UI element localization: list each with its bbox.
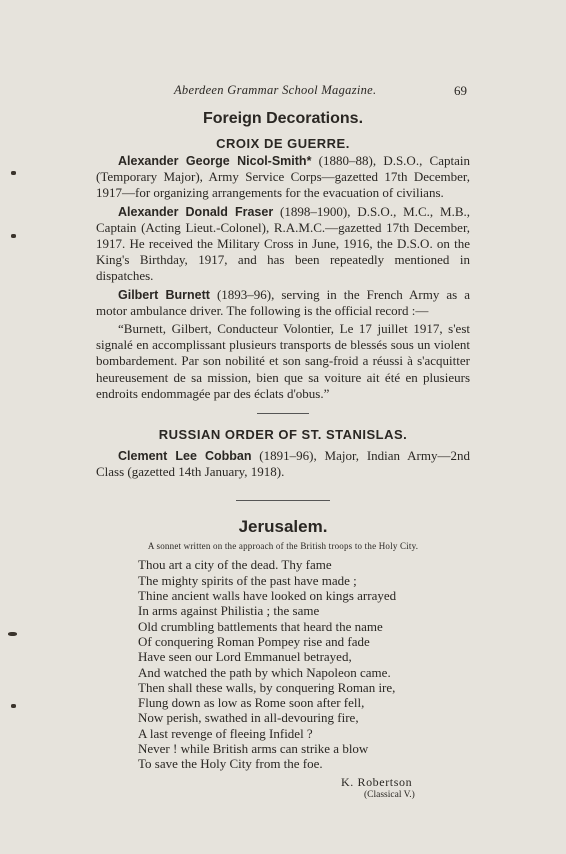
poem-line: Of conquering Roman Pompey rise and fade [138,633,370,649]
entry-text: (1893–96), serving in the French Army as a motor ambulance driver. The following is the official record :— [96,286,470,318]
poem-line: Have seen our Lord Emmanuel betrayed, [138,649,352,665]
subheading-st-stanislas: RUSSIAN ORDER OF ST. STANISLAS. [158,427,408,443]
section-divider [257,413,309,414]
poem-line: And watched the path by which Napoleon came. [138,664,391,680]
poem-line: Thou art a city of the dead. Thy fame [138,557,332,573]
poem-line: To save the Holy City from the foe. [138,756,323,772]
entry-name: Alexander Donald Fraser [118,204,274,219]
poem-line: Old crumbling battlements that heard the name [138,618,383,634]
poem-title: Jerusalem. [238,517,328,537]
poem-line: A last revenge of fleeing Infidel ? [138,725,313,741]
entry-text: (1891–96), Major, Indian Army—2nd Class (gazetted 14th January, 1918). [96,448,470,480]
margin-mark [11,704,16,708]
subheading-croix-de-guerre: CROIX DE GUERRE. [216,136,350,151]
running-head [0,83,566,101]
poem-line: Flung down as low as Rome soon after fell, [138,695,365,711]
margin-mark [8,632,17,636]
entry-cobban [96,448,470,480]
poem-line: Now perish, swathed in all-devouring fire, [138,710,359,726]
official-citation-quote: “Burnett, Gilbert, Conducteur Volontier, Le 17 juillet 1917, s'est signalé en accomplissant plusieurs transports de blessés sous un violent bombardement. Par son nobilité et son sang-froid a réussi à s'acquitter heureusement de sa mission, bien que sa voiture ait été en plusieurs endroits endommagée par des éclats d'obus.” [96,321,470,401]
entry-text: (1880–88), D.S.O., Captain (Temporary Major), Army Service Corps—gazetted 17th December, 1917—for organizing arrangements for the evacuation of civilians. [96,153,470,201]
article-body [96,110,470,800]
section-heading-decorations: Foreign Decorations. [202,110,364,127]
margin-mark [11,234,16,238]
poem-line: Never ! while British arms can strike a blow [138,741,369,757]
entry-burnett [96,287,470,319]
poem-line: Then shall these walls, by conquering Roman ire, [138,679,396,695]
section-divider [236,500,330,501]
poem-line: In arms against Philistia ; the same [138,603,320,619]
entry-name: Alexander George Nicol-Smith* [118,154,312,168]
entry-text: (1898–1900), D.S.O., M.C., M.B., Captain (Acting Lieut.-Colonel), R.A.M.C.—gazetted 17th December, 1917. He received the Military Cross in June, 1916, the D.S.O. on the King's Birthday, 1917, and has been repeatedly mentioned in dispatches. [96,203,470,284]
poem-line: The mighty spirits of the past have made ; [138,572,357,588]
running-title: Aberdeen Grammar School Magazine. [174,83,377,97]
poem-author-class: (Classical V.) [364,789,415,800]
poem-body [138,557,470,771]
entry-nicol-smith [96,153,470,202]
entry-name: Clement Lee Cobban [118,449,252,464]
page-number: 69 [454,83,467,98]
margin-mark [11,171,16,175]
entry-fraser [96,204,470,285]
poem-subtitle: A sonnet written on the approach of the British troops to the Holy City. [147,541,419,552]
poem-author: K. Robertson [341,774,413,789]
poem-line: Thine ancient walls have looked on kings arrayed [138,588,397,604]
entry-name: Gilbert Burnett [118,287,210,302]
